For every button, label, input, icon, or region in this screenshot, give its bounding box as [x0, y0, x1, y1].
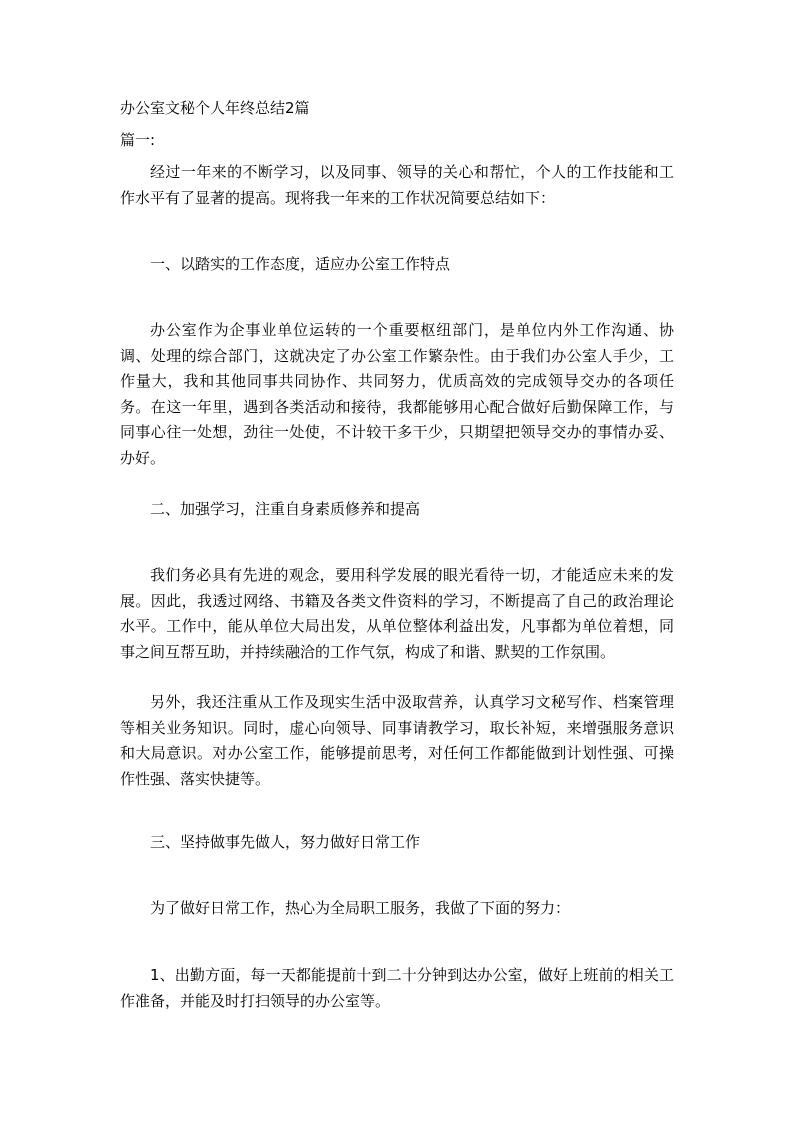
section2-paragraph1: 我们务必具有先进的观念，要用科学发展的眼光看待一切，才能适应未来的发展。因此，我透过网络、书籍及各类文件资料的学习，不断提高了自己的政治理论水平。工作中，能从单位大局出发，从单位整体利益出发，凡事都为单位着想，同事之间互帮互助，并持续融洽的工作气氛，构成了和谐、默契的工作氛围。 [120, 566, 674, 661]
intro-paragraph: 经过一年来的不断学习，以及同事、领导的关心和帮忙，个人的工作技能和工作水平有了显著的提高。现将我一年来的工作状况简要总结如下： [120, 163, 674, 207]
section3-heading: 三、坚持做事先做人，努力做好日常工作 [150, 833, 421, 851]
section3-paragraph2: 1、出勤方面，每一天都能提前十到二十分钟到达办公室，做好上班前的相关工作准备，并能及时打扫领导的办公室等。 [120, 966, 674, 1010]
section2-paragraph2: 另外，我还注重从工作及现实生活中汲取营养，认真学习文秘写作、档案管理等相关业务知识。同时，虚心向领导、同事请教学习，取长补短，来增强服务意识和大局意识。对办公室工作，能够提前思考，对任何工作都能做到计划性强、可操作性强、落实快捷等。 [120, 693, 674, 788]
section3-paragraph1: 为了做好日常工作，热心为全局职工服务，我做了下面的努力： [150, 899, 571, 917]
section2-heading: 二、加强学习，注重自身素质修养和提高 [150, 500, 421, 518]
section1-heading: 一、以踏实的工作态度，适应办公室工作特点 [150, 255, 451, 273]
document-title: 办公室文秘个人年终总结2篇 [120, 99, 310, 117]
section1-paragraph: 办公室作为企事业单位运转的一个重要枢纽部门，是单位内外工作沟通、协调、处理的综合部门，这就决定了办公室工作繁杂性。由于我们办公室人手少，工作量大，我和其他同事共同协作、共同努力，优质高效的完成领导交办的各项任务。在这一年里，遇到各类活动和接待，我都能够用心配合做好后勤保障工作，与同事心往一处想，劲往一处使，不计较干多干少，只期望把领导交办的事情办妥、办好。 [120, 321, 674, 467]
part-label: 篇一: [120, 131, 156, 149]
